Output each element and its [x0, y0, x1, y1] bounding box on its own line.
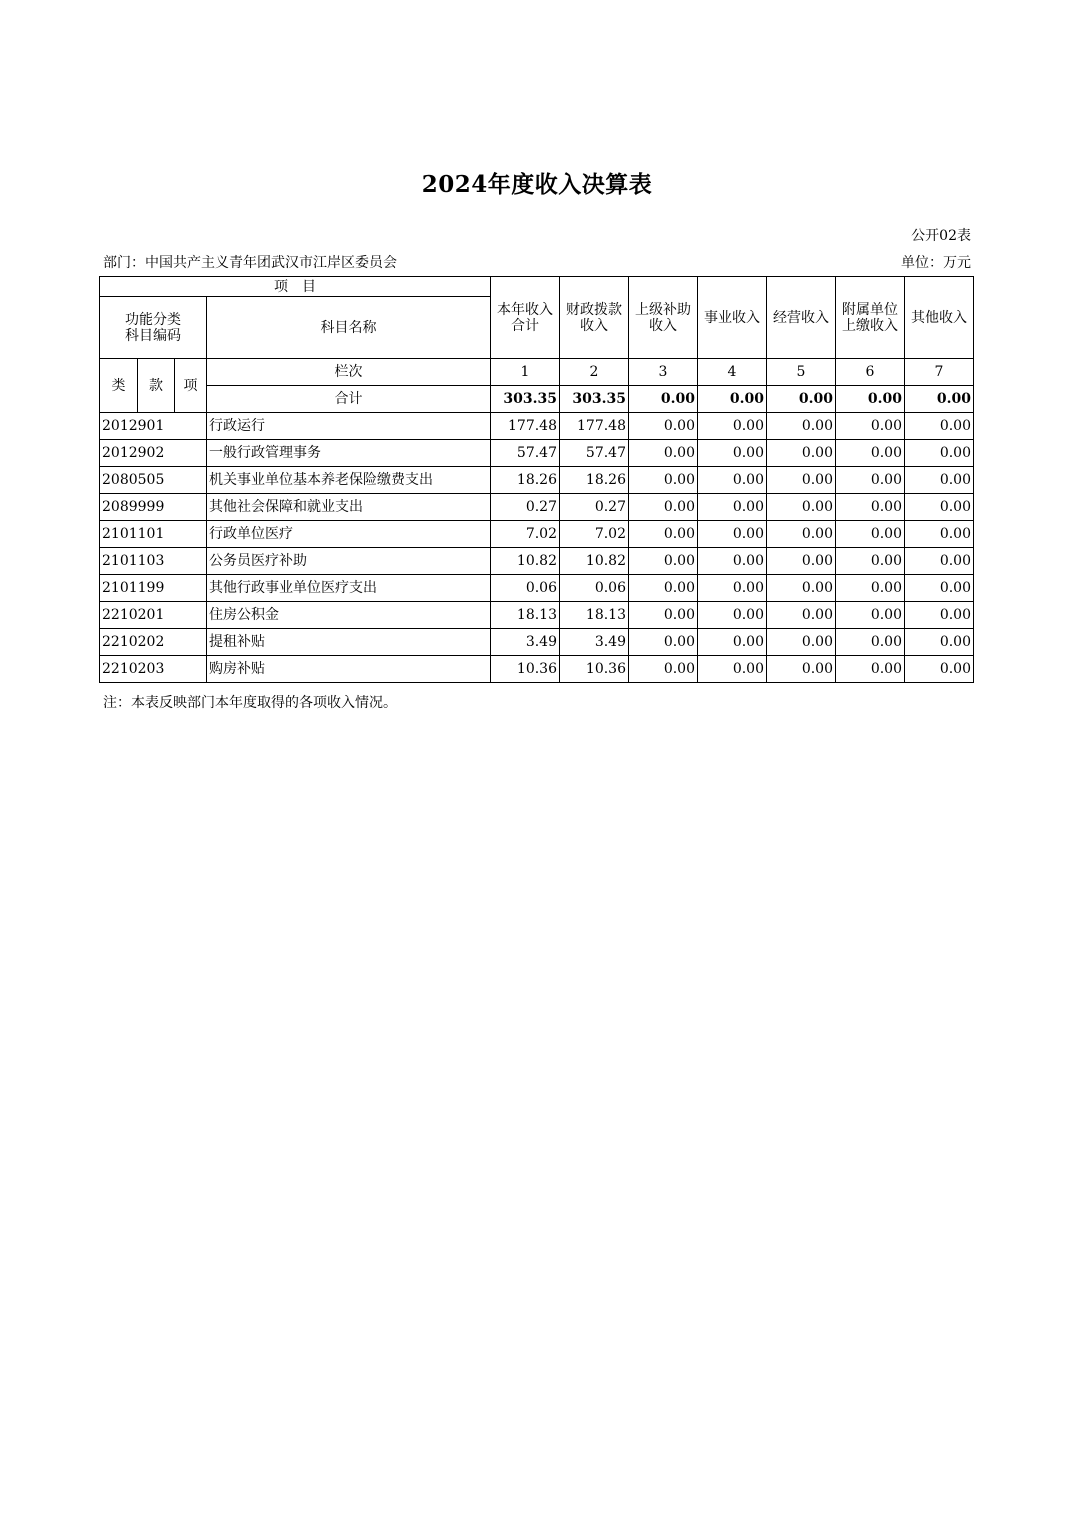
value-cell: 3.49	[560, 629, 629, 656]
table-row	[100, 440, 974, 467]
value-cell: 0.00	[629, 575, 698, 602]
value-cell: 0.00	[698, 467, 767, 494]
value-cell: 10.36	[491, 656, 560, 683]
col-header-5: 经营收入	[767, 277, 836, 359]
value-cell: 0.00	[767, 440, 836, 467]
value-cell: 0.27	[491, 494, 560, 521]
table-row	[100, 602, 974, 629]
value-cell: 0.00	[836, 440, 905, 467]
value-cell: 0.06	[491, 575, 560, 602]
value-cell: 0.00	[905, 629, 974, 656]
value-cell: 0.00	[698, 602, 767, 629]
col-header-7: 其他收入	[905, 277, 974, 359]
table-row	[100, 548, 974, 575]
value-cell: 0.00	[836, 494, 905, 521]
table-row	[100, 467, 974, 494]
subject-name-cell: 行政单位医疗	[207, 521, 491, 548]
value-cell: 57.47	[491, 440, 560, 467]
table-row	[100, 413, 974, 440]
value-cell: 0.00	[698, 575, 767, 602]
subject-name-cell: 行政运行	[207, 413, 491, 440]
col-number: 7	[905, 359, 974, 386]
table-row	[100, 575, 974, 602]
value-cell: 0.00	[836, 575, 905, 602]
func-code-cell: 2210203	[100, 656, 207, 683]
value-cell: 0.00	[836, 548, 905, 575]
value-cell: 0.00	[767, 521, 836, 548]
value-cell: 0.00	[905, 494, 974, 521]
value-cell: 0.00	[767, 575, 836, 602]
value-cell: 0.00	[836, 413, 905, 440]
value-cell: 0.00	[629, 656, 698, 683]
value-cell: 10.82	[491, 548, 560, 575]
value-cell: 0.00	[836, 521, 905, 548]
value-cell: 0.00	[767, 602, 836, 629]
value-cell: 18.26	[560, 467, 629, 494]
func-code-cell: 2101103	[100, 548, 207, 575]
table-row	[100, 656, 974, 683]
col-number: 2	[560, 359, 629, 386]
total-label: 合计	[207, 386, 491, 413]
lei-header: 类	[100, 359, 138, 413]
subject-name-cell: 提租补贴	[207, 629, 491, 656]
value-cell: 57.47	[560, 440, 629, 467]
col-number: 3	[629, 359, 698, 386]
xiang-header: 项	[175, 359, 207, 413]
value-cell: 0.00	[767, 548, 836, 575]
func-code-cell: 2012901	[100, 413, 207, 440]
value-cell: 0.00	[629, 467, 698, 494]
value-cell: 0.00	[629, 629, 698, 656]
value-cell: 18.13	[560, 602, 629, 629]
value-cell: 0.00	[698, 548, 767, 575]
func-code-cell: 2101199	[100, 575, 207, 602]
kuan-header: 款	[138, 359, 175, 413]
value-cell: 0.00	[905, 602, 974, 629]
subject-name-cell: 住房公积金	[207, 602, 491, 629]
value-cell: 0.00	[698, 629, 767, 656]
footnote: 注：本表反映部门本年度取得的各项收入情况。	[103, 695, 397, 711]
value-cell: 0.00	[767, 656, 836, 683]
value-cell: 0.27	[560, 494, 629, 521]
func-code-cell: 2089999	[100, 494, 207, 521]
subject-name-cell: 购房补贴	[207, 656, 491, 683]
value-cell: 0.00	[836, 629, 905, 656]
value-cell: 0.00	[836, 467, 905, 494]
total-value: 0.00	[905, 386, 974, 413]
project-header: 项 目	[100, 277, 491, 297]
value-cell: 0.00	[698, 521, 767, 548]
table-row	[100, 629, 974, 656]
col-number: 6	[836, 359, 905, 386]
page-title: 2024年度收入决算表	[421, 171, 653, 198]
total-value: 0.00	[836, 386, 905, 413]
value-cell: 0.00	[905, 521, 974, 548]
func-code-cell: 2101101	[100, 521, 207, 548]
value-cell: 10.36	[560, 656, 629, 683]
value-cell: 18.26	[491, 467, 560, 494]
value-cell: 0.00	[629, 494, 698, 521]
subject-name-cell: 其他行政事业单位医疗支出	[207, 575, 491, 602]
value-cell: 0.00	[767, 494, 836, 521]
total-value: 303.35	[491, 386, 560, 413]
value-cell: 0.00	[767, 629, 836, 656]
col-header-6: 附属单位 上缴收入	[836, 277, 905, 359]
value-cell: 0.00	[629, 413, 698, 440]
value-cell: 7.02	[491, 521, 560, 548]
value-cell: 0.00	[698, 494, 767, 521]
value-cell: 0.00	[698, 656, 767, 683]
income-table	[99, 276, 974, 683]
total-value: 0.00	[767, 386, 836, 413]
value-cell: 0.00	[905, 467, 974, 494]
func-code-cell: 2210202	[100, 629, 207, 656]
total-row	[100, 386, 974, 413]
value-cell: 0.00	[905, 575, 974, 602]
value-cell: 0.00	[767, 413, 836, 440]
subject-name-cell: 一般行政管理事务	[207, 440, 491, 467]
col-header-3: 上级补助 收入	[629, 277, 698, 359]
value-cell: 0.00	[905, 440, 974, 467]
value-cell: 0.00	[836, 602, 905, 629]
value-cell: 0.00	[629, 548, 698, 575]
col-header-2: 财政拨款 收入	[560, 277, 629, 359]
col-number: 5	[767, 359, 836, 386]
department-label: 部门：中国共产主义青年团武汉市江岸区委员会	[103, 255, 397, 271]
subject-name-cell: 机关事业单位基本养老保险缴费支出	[207, 467, 491, 494]
table-row	[100, 521, 974, 548]
unit-label: 单位：万元	[901, 255, 971, 271]
value-cell: 0.00	[767, 467, 836, 494]
total-value: 0.00	[629, 386, 698, 413]
table-row	[100, 494, 974, 521]
value-cell: 0.00	[698, 413, 767, 440]
subject-name-cell: 其他社会保障和就业支出	[207, 494, 491, 521]
total-value: 303.35	[560, 386, 629, 413]
value-cell: 0.00	[905, 413, 974, 440]
value-cell: 177.48	[491, 413, 560, 440]
col-header-4: 事业收入	[698, 277, 767, 359]
value-cell: 0.00	[629, 521, 698, 548]
col-header-1: 本年收入 合计	[491, 277, 560, 359]
lanci-header: 栏次	[207, 359, 491, 386]
value-cell: 177.48	[560, 413, 629, 440]
col-number: 1	[491, 359, 560, 386]
col-number: 4	[698, 359, 767, 386]
subject-name-header: 科目名称	[207, 297, 491, 359]
value-cell: 0.00	[836, 656, 905, 683]
value-cell: 0.00	[629, 602, 698, 629]
total-value: 0.00	[698, 386, 767, 413]
func-code-cell: 2210201	[100, 602, 207, 629]
func-code-header: 功能分类 科目编码	[100, 297, 207, 359]
value-cell: 0.00	[905, 548, 974, 575]
value-cell: 0.06	[560, 575, 629, 602]
subject-name-cell: 公务员医疗补助	[207, 548, 491, 575]
value-cell: 7.02	[560, 521, 629, 548]
value-cell: 0.00	[905, 656, 974, 683]
value-cell: 18.13	[491, 602, 560, 629]
func-code-cell: 2080505	[100, 467, 207, 494]
func-code-cell: 2012902	[100, 440, 207, 467]
value-cell: 0.00	[629, 440, 698, 467]
value-cell: 0.00	[698, 440, 767, 467]
table-code: 公开02表	[911, 228, 971, 244]
value-cell: 3.49	[491, 629, 560, 656]
value-cell: 10.82	[560, 548, 629, 575]
